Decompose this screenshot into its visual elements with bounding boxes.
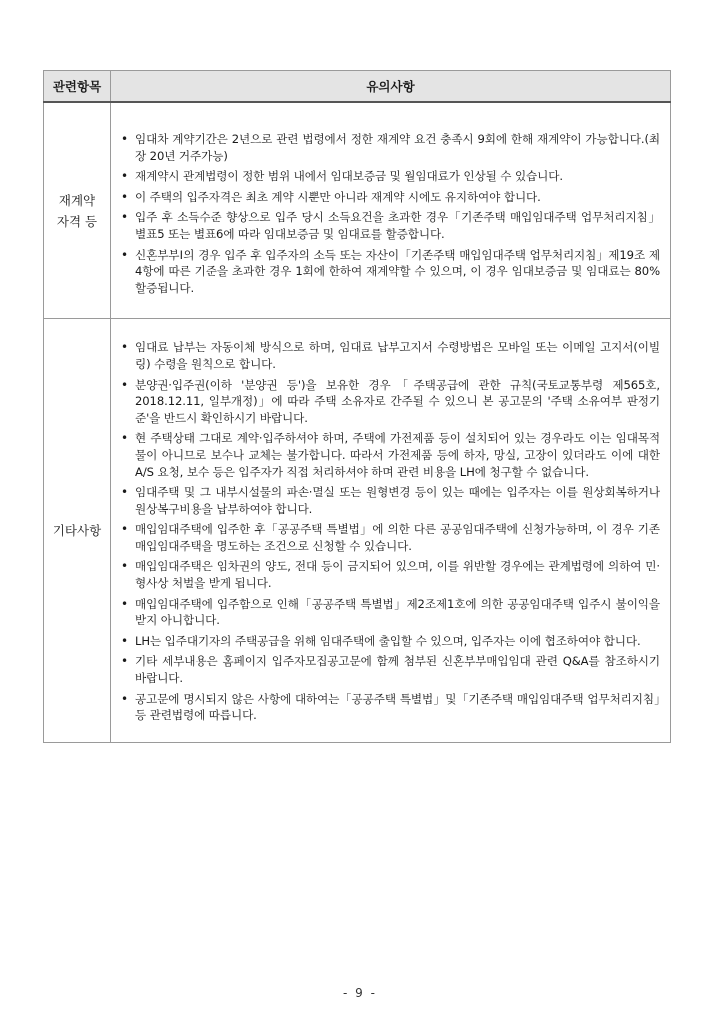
table-row [44,319,671,742]
list-item: • 임대료 납부는 자동이체 방식으로 하며, 임대료 납부고지서 수령방법은 모바일 또는 이메일 고지서(이빌링) 수령을 원칙으로 합니다. [119,339,660,372]
notice-table [43,70,671,743]
list-item: • 신혼부부Ⅰ의 경우 입주 후 입주자의 소득 또는 자산이「기존주택 매입임대주택 업무처리지침」제19조 제4항에 따른 기준을 초과한 경우 1회에 한하여 재계약할 수 있으며, 이 경우 임대보증금 및 임대료는 80% 할증됩니다. [119,247,660,297]
category-cell [44,102,111,319]
list-item: • 기타 세부내용은 홈페이지 입주자모집공고문에 함께 첨부된 신혼부부매입임대 관련 Q&A를 참조하시기 바랍니다. [119,653,660,686]
category-label: 자격 등 [56,213,98,229]
category-label: 기타사항 [52,523,102,539]
notes-list [111,103,670,318]
list-item: • 공고문에 명시되지 않은 사항에 대하여는「공공주택 특별법」및「기존주택 매입임대주택 업무처리지침」등 관련법령에 따릅니다. [119,691,660,724]
list-item: • 재계약시 관계법령이 정한 범위 내에서 임대보증금 및 월임대료가 인상될 수 있습니다. [119,168,660,185]
page-number: - 9 - [343,986,377,1000]
list-item: • 이 주택의 입주자격은 최초 계약 시뿐만 아니라 재계약 시에도 유지하여야 합니다. [119,189,660,206]
list-item: • 현 주택상태 그대로 계약·입주하셔야 하며, 주택에 가전제품 등이 설치되어 있는 경우라도 이는 임대목적물이 아니므로 보수나 교체는 불가합니다. 따라서 가전제품 등에 하자, 망실, 고장이 있더라도 이에 대한 A/S 요청, 보수 등은 입주자가 직접 처리하셔야 하며 관련 비용을 LH에 청구할 수 없습니다. [119,430,660,480]
list-item: • 매입임대주택에 입주한 후「공공주택 특별법」에 의한 다른 공공임대주택에 신청가능하며, 이 경우 기존 매입임대주택을 명도하는 조건으로 신청할 수 있습니다. [119,521,660,554]
category-cell [44,319,111,742]
list-item: • 임대주택 및 그 내부시설물의 파손·멸실 또는 원형변경 등이 있는 때에는 입주자는 이를 원상회복하거나 원상복구비용을 납부하여야 합니다. [119,484,660,517]
list-item: • 매입임대주택에 입주함으로 인해「공공주택 특별법」제2조제1호에 의한 공공임대주택 입주시 불이익을 받지 아니합니다. [119,596,660,629]
notes-cell [111,102,671,319]
list-item: • 임대차 계약기간은 2년으로 관련 법령에서 정한 재계약 요건 충족시 9회에 한해 재계약이 가능합니다.(최장 20년 거주가능) [119,131,660,164]
list-item: • 분양권·입주권(이하 '분양권 등')을 보유한 경우「주택공급에 관한 규칙(국토교통부령 제565호, 2018.12.11, 일부개정)」에 따라 주택 소유자로 간주될 수 있으니 본 공고문의 '주택 소유여부 판정기준'을 반드시 확인하시기 바랍니다. [119,377,660,427]
notes-list [111,319,670,741]
notes-cell [111,319,671,742]
header-category: 관련항목 [44,71,111,103]
list-item: • LH는 입주대기자의 주택공급을 위해 임대주택에 출입할 수 있으며, 입주자는 이에 협조하여야 합니다. [119,633,660,650]
header-notes: 유의사항 [111,71,671,103]
category-label: 재계약 [58,192,96,208]
table-row [44,102,671,319]
table-header-row [44,71,671,103]
list-item: • 입주 후 소득수준 향상으로 입주 당시 소득요건을 초과한 경우「기존주택 매입임대주택 업무처리지침」별표5 또는 별표6에 따라 임대보증금 및 임대료를 할증합니다. [119,209,660,242]
list-item: • 매입임대주택은 임차권의 양도, 전대 등이 금지되어 있으며, 이를 위반할 경우에는 관계법령에 의하여 민·형사상 처벌을 받게 됩니다. [119,558,660,591]
